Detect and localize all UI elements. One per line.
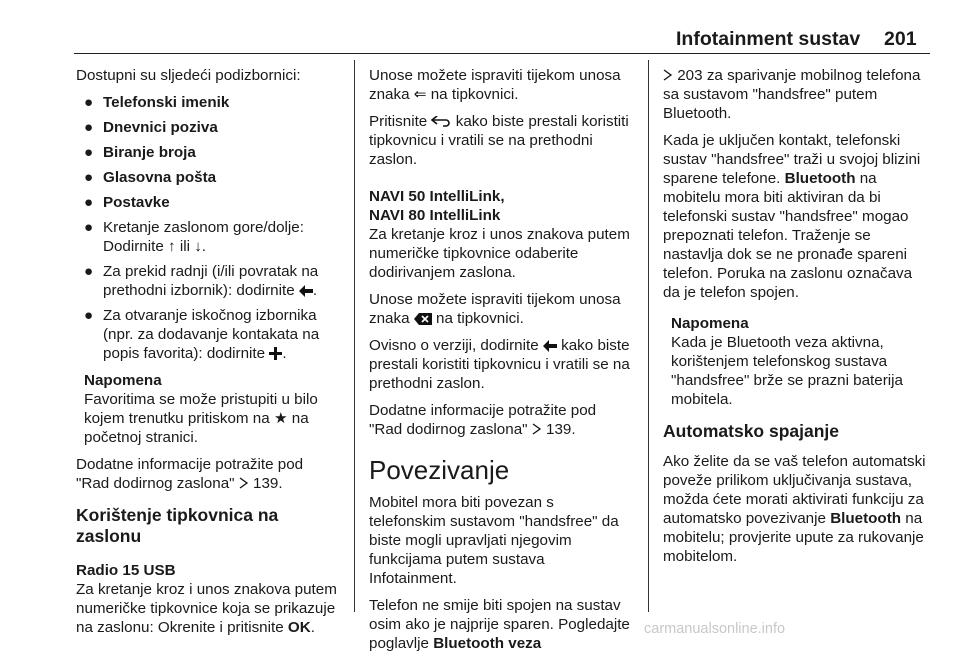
- column-3: [663, 66, 929, 574]
- back-arrow-icon: [543, 340, 557, 352]
- list-item: ● Za prekid radnji (i/ili povratak na prethodni izbornik): dodirnite .: [84, 263, 319, 299]
- column-1: [76, 66, 338, 645]
- page-ref-icon: [532, 423, 542, 435]
- note-title: Napomena: [671, 315, 749, 332]
- radio-text: Za kretanje kroz i unos znakova putem numeričke tipkovnice koja se prikazuje na zaslonu: Okrenite i pritisnite OK.: [76, 581, 337, 636]
- page-ref-icon: [239, 477, 249, 489]
- paragraph: Ako želite da se vaš telefon automatski poveže prilikom uključivanja sustava, možda ćete morati aktivirati funkciju za automatsko povezivanje Bluetooth na mobitelu; provjerite upute za rukovanje mobitelom.: [663, 453, 926, 565]
- paragraph: Unose možete ispraviti tijekom unosa znaka ⇐ na tipkovnici.: [369, 67, 621, 103]
- paragraph: 203 za sparivanje mobilnog telefona sa sustavom "handsfree" putem Bluetooth.: [663, 67, 921, 122]
- list-item: ● Dnevnici poziva: [84, 119, 218, 136]
- page-header: [0, 0, 960, 56]
- header-title: Infotainment sustav: [676, 28, 861, 50]
- bullet-icon: ●: [84, 194, 94, 211]
- header-rule: [74, 53, 930, 54]
- paragraph: Kada je uključen kontakt, telefonski sustav "handsfree" traži u svojoj blizini sparene telefone. Bluetooth na mobitelu mora biti aktiviran da bi telefonski sustav "handsfree" mogao prepoznati telefon. Traženje se nastavlja dok se ne pronađe spareni telefon. Poruka na zaslonu označava da je telefon spojen.: [663, 132, 921, 301]
- arrow-up-icon: ↑: [168, 238, 176, 255]
- more-info-text: Dodatne informacije potražite pod "Rad dodirnog zaslona" 139.: [369, 402, 597, 438]
- column-divider: [648, 60, 649, 612]
- list-item: ● Za otvaranje iskočnog izbornika (npr. za dodavanje kontakata na popis favorita): dodirnite .: [84, 307, 320, 362]
- intro-text: Dostupni su sljedeći podizbornici:: [76, 67, 301, 84]
- section-heading: Automatsko spajanje: [663, 421, 840, 441]
- arrow-down-icon: ↓: [194, 238, 202, 255]
- more-info-text: Dodatne informacije potražite pod "Rad dodirnog zaslona" 139.: [76, 456, 304, 492]
- note-box: Napomena Favoritima se može pristupiti u bilo kojem trenutku pritiskom na ★ na početnoj stranici.: [84, 372, 318, 446]
- bullet-icon: ●: [84, 119, 94, 136]
- column-divider: [354, 60, 355, 612]
- paragraph: Pritisnite kako biste prestali koristiti tipkovnicu i vratili se na prethodni zaslon.: [369, 113, 629, 168]
- return-icon: [431, 116, 451, 128]
- page-ref-icon: [663, 69, 673, 81]
- section-heading: Korištenje tipkovnica na zaslonu: [76, 505, 279, 546]
- paragraph: Mobitel mora biti povezan s telefonskim sustavom "handsfree" da biste mogli upravljati njegovim funkcijama putem sustava Infotainment.: [369, 494, 619, 587]
- paragraph: Ovisno o verziji, dodirnite kako biste prestali koristiti tipkovnicu i vratili se na prethodni zaslon.: [369, 337, 630, 392]
- paragraph: Za kretanje kroz i unos znakova putem numeričke tipkovnice odaberite dodirivanjem zaslona.: [369, 226, 630, 281]
- bullet-icon: ●: [84, 219, 94, 236]
- list-item: ● Kretanje zaslonom gore/dolje: Dodirnite ↑ ili ↓.: [84, 219, 304, 255]
- plus-icon: [269, 347, 282, 360]
- navi-heading: NAVI 50 IntelliLink, NAVI 80 IntelliLink: [369, 188, 505, 224]
- list-item: ● Telefonski imenik: [84, 94, 230, 111]
- list-item: ● Postavke: [84, 194, 170, 211]
- sub-heading: Radio 15 USB: [76, 562, 176, 579]
- bullet-icon: ●: [84, 307, 94, 324]
- bullet-icon: ●: [84, 263, 94, 280]
- watermark: carmanualsonline.info: [644, 621, 786, 637]
- backspace-arrow-icon: ⇐: [413, 86, 427, 103]
- back-arrow-icon: [299, 285, 313, 297]
- paragraph: Unose možete ispraviti tijekom unosa znaka na tipkovnici.: [369, 291, 621, 327]
- bullet-icon: ●: [84, 94, 94, 111]
- page-number: 201: [884, 28, 917, 50]
- section-title: Povezivanje: [369, 455, 510, 485]
- column-2: [369, 66, 633, 661]
- list-item: ● Glasovna pošta: [84, 169, 217, 186]
- note-box: Napomena Kada je Bluetooth veza aktivna, korištenjem telefonskog sustava "handsfree" brže se prazni baterija mobitela.: [671, 315, 903, 408]
- note-title: Napomena: [84, 372, 162, 389]
- delete-key-icon: [414, 313, 432, 325]
- paragraph: Telefon ne smije biti spojen na sustav osim ako je najprije sparen. Pogledajte poglavlje Bluetooth veza: [369, 597, 630, 652]
- list-item: ● Biranje broja: [84, 144, 196, 161]
- submenu-list: [76, 93, 338, 363]
- bullet-icon: ●: [84, 144, 94, 161]
- bullet-icon: ●: [84, 169, 94, 186]
- star-icon: ★: [273, 410, 288, 427]
